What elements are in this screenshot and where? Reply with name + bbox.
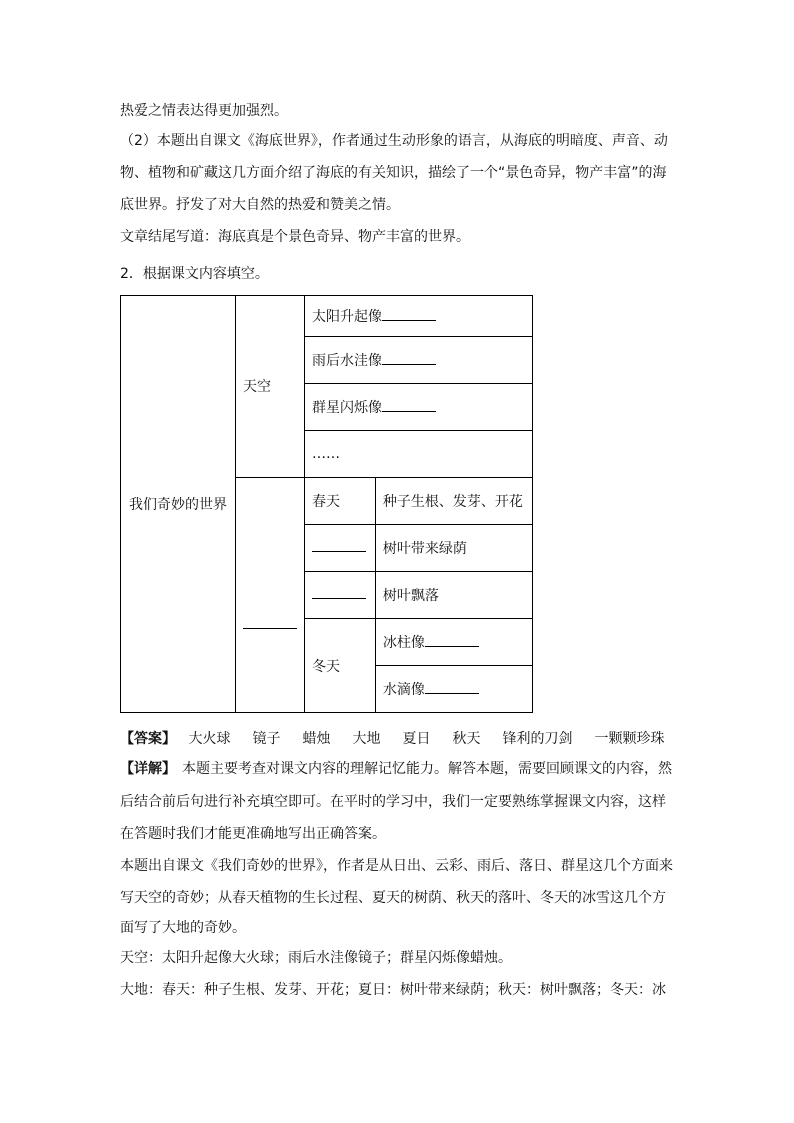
detail-text: 本题主要考查对课文内容的理解记忆能力。解答本题，需要回顾课文的内容，然: [182, 761, 672, 777]
detail-text: 天空：太阳升起像大火球；雨后水洼像镜子；群星闪烁像蜡烛。: [120, 950, 512, 966]
answer-blank: [382, 410, 436, 412]
sky-item-cell: [305, 296, 533, 337]
answer-item: 大火球: [188, 731, 231, 747]
season-desc: 树叶飘落: [382, 588, 439, 604]
question-title: 2．根据课文内容填空。: [120, 266, 269, 282]
paragraph: 物、植物和矿藏这几方面介绍了海底的有关知识，描绘了一个“景色奇异，物产丰富”的海: [120, 165, 667, 181]
main-label: 我们奇妙的世界: [129, 497, 227, 513]
paragraph: 底世界。抒发了对大自然的热爱和赞美之情。: [120, 197, 400, 213]
detail-text: 在答题时我们才能更准确地写出正确答案。: [120, 826, 386, 842]
season-cell: [305, 525, 376, 572]
season-desc: 树叶带来绿荫: [382, 541, 467, 557]
answer-blank: [312, 597, 366, 599]
answer-blank: [382, 319, 436, 321]
season-desc-cell: [375, 478, 532, 525]
answer-blank: [243, 627, 297, 629]
paragraph: 文章结尾写道：海底真是个景色奇异、物产丰富的世界。: [120, 229, 470, 245]
season-cell: [305, 619, 376, 713]
detail-line: [120, 759, 680, 779]
season-cell: [305, 572, 376, 619]
season-desc-cell: [375, 572, 532, 619]
winter-item-label: 冰柱像: [382, 635, 425, 651]
detail-text: 本题出自课文《我们奇妙的世界》，作者是从日出、云彩、雨后、落日、群星这几个方面来: [120, 858, 673, 874]
sky-item-label: 群星闪烁像: [312, 400, 382, 416]
answer-item: 锋利的刀剑: [502, 731, 573, 747]
answer-label: 【答案】: [120, 731, 176, 747]
sky-item-label: 雨后水洼像: [312, 353, 382, 369]
detail-label: 【详解】: [120, 761, 176, 777]
sky-item-cell: [305, 337, 533, 384]
detail-text: 大地：春天：种子生根、发芽、开花；夏日：树叶带来绿荫；秋天：树叶飘落；冬天：冰: [120, 982, 666, 998]
season-desc-cell: [375, 525, 532, 572]
sky-cell: [236, 296, 305, 478]
sky-item-cell: [305, 431, 533, 478]
answer-item: 镜子: [252, 731, 281, 747]
answer-item: 蜡烛: [302, 731, 331, 747]
season-label: 春天: [312, 494, 340, 510]
detail-text: 写天空的奇妙；从春天植物的生长过程、夏天的树荫、秋天的落叶、冬天的冰雪这几个方: [120, 890, 666, 906]
season-desc-cell: [375, 666, 532, 713]
paragraph: 热爱之情表达得更加强烈。: [120, 103, 288, 119]
sky-item-cell: [305, 384, 533, 431]
fill-in-table: [120, 295, 533, 713]
ellipsis: ……: [312, 446, 340, 462]
season-desc-cell: [375, 619, 532, 666]
winter-item-label: 水滴像: [382, 682, 425, 698]
answer-item: 夏日: [402, 731, 431, 747]
answer-blank: [382, 363, 436, 365]
detail-text: 后结合前后句进行补充填空即可。在平时的学习中，我们一定要熟练掌握课文内容，这样: [120, 794, 666, 810]
table-main-cell: [121, 296, 236, 713]
answer-item: 一颗颗珍珠: [594, 731, 665, 747]
season-desc: 种子生根、发芽、开花: [382, 494, 523, 510]
answer-blank: [425, 645, 479, 647]
answer-blank: [425, 692, 479, 694]
answer-item: 秋天: [452, 731, 481, 747]
sky-item-label: 太阳升起像: [312, 309, 382, 325]
answer-line: [120, 729, 680, 749]
paragraph: （2）本题出自课文《海底世界》，作者通过生动形象的语言，从海底的明暗度、声音、动: [120, 133, 668, 149]
earth-cell: [236, 478, 305, 713]
season-label: 冬天: [312, 658, 340, 675]
season-cell: [305, 478, 376, 525]
answer-blank: [312, 550, 366, 552]
sky-label: 天空: [243, 379, 271, 395]
detail-text: 面写了大地的奇妙。: [120, 920, 246, 936]
answer-item: 大地: [352, 731, 381, 747]
